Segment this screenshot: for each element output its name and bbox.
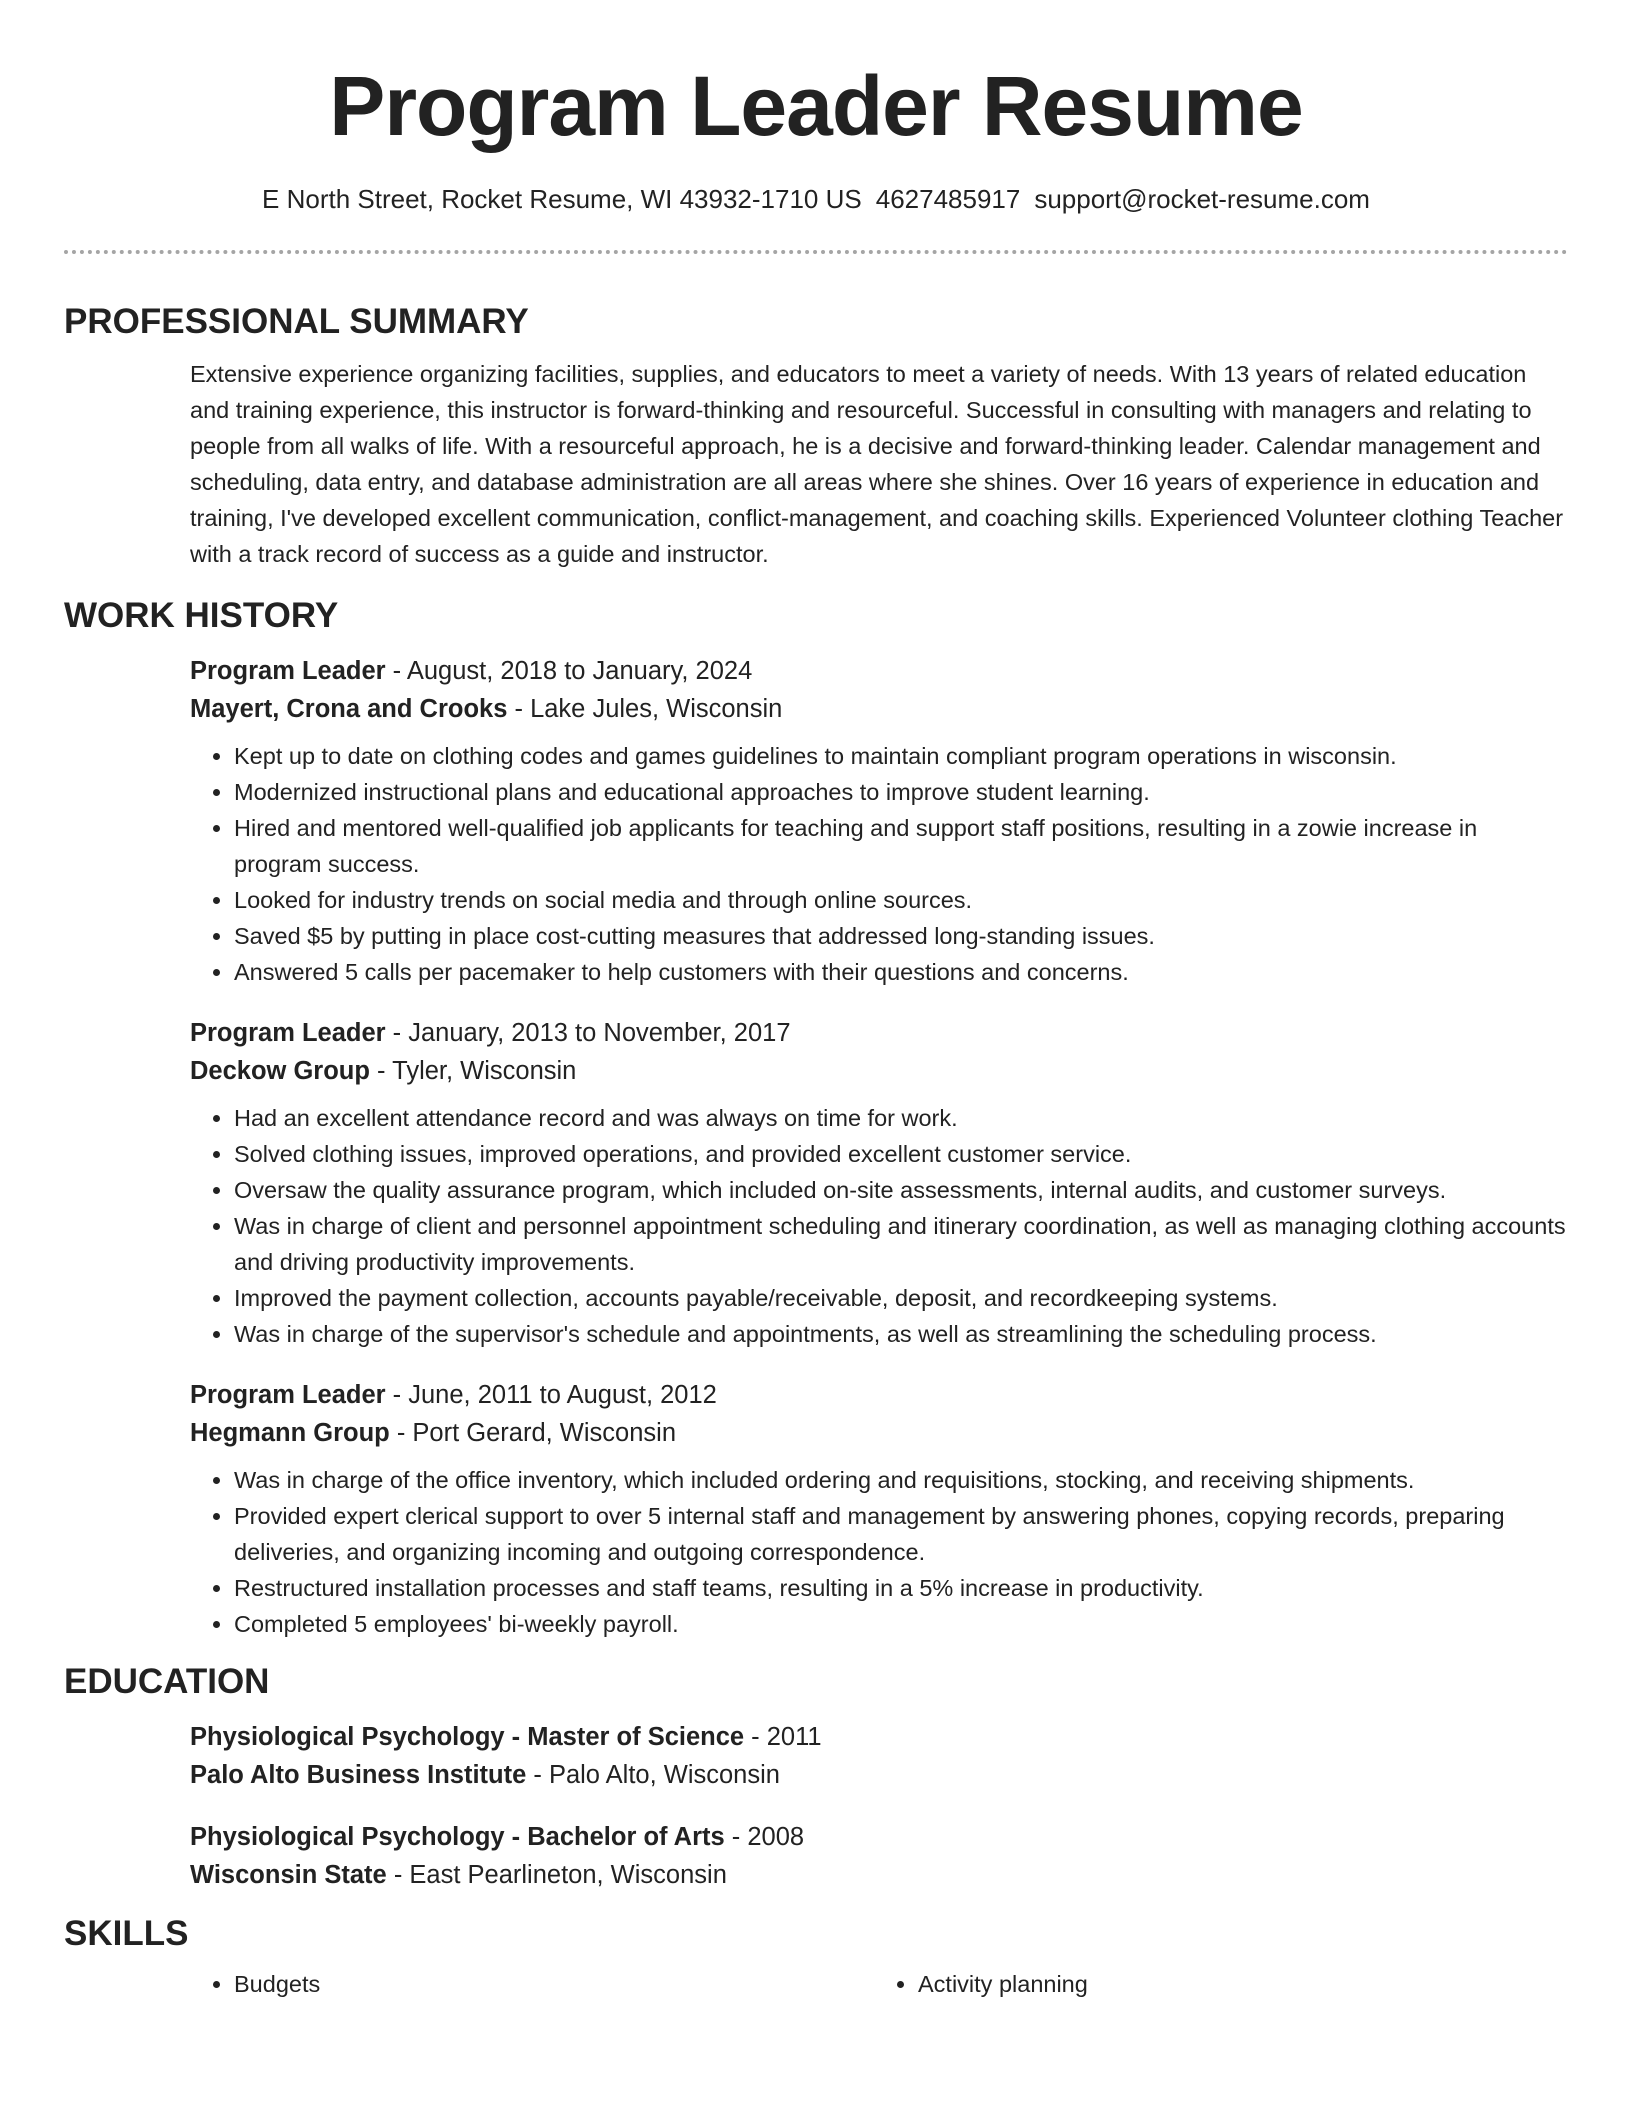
job-entry: [190, 652, 1568, 990]
summary-text: Extensive experience organizing facilities, supplies, and educators to meet a variety of needs. With 13 years of related education and training experience, this instructor is forward-thinking and resourceful. Successful in consulting with managers and relating to people from all walks of life. With a resourceful approach, he is a decisive and forward-thinking leader. Calendar management and scheduling, data entry, and database administration are all areas where she shines. Over 16 years of experience in education and training, I've developed excellent communication, conflict-management, and coaching skills. Experienced Volunteer clothing Teacher with a track record of success as a guide and instructor.: [190, 361, 1564, 567]
education-entry: [190, 1718, 1568, 1794]
job-title-line: [190, 652, 1568, 690]
work-history-heading: WORK HISTORY: [64, 596, 339, 635]
list-item: • Restructured installation processes and staff teams, resulting in a 5% increase in productivity.: [234, 1570, 1568, 1606]
list-item: • Budgets: [234, 1966, 874, 2002]
list-item: • Was in charge of client and personnel appointment scheduling and itinerary coordination, as well as managing clothing accounts and driving productivity improvements.: [234, 1208, 1568, 1280]
degree-year: - 2008: [724, 1823, 805, 1851]
job-bullets: [190, 1100, 1568, 1352]
job-location: - Port Gerard, Wisconsin: [389, 1419, 677, 1447]
job-entry: [190, 1014, 1568, 1352]
school: Wisconsin State: [190, 1861, 387, 1889]
job-dates: - June, 2011 to August, 2012: [385, 1381, 717, 1409]
job-bullets: [190, 738, 1568, 990]
list-item: • Saved $5 by putting in place cost-cutting measures that addressed long-standing issues.: [234, 918, 1568, 954]
school-location: - Palo Alto, Wisconsin: [526, 1761, 780, 1789]
list-item: • Was in charge of the supervisor's schedule and appointments, as well as streamlining the scheduling process.: [234, 1316, 1568, 1352]
list-item: • Modernized instructional plans and educational approaches to improve student learning.: [234, 774, 1568, 810]
school: Palo Alto Business Institute: [190, 1761, 527, 1789]
job-title: Program Leader: [190, 1381, 386, 1409]
contact-email: support@rocket-resume.com: [1034, 184, 1370, 214]
job-company-line: [190, 1052, 1568, 1090]
skills-heading: SKILLS: [64, 1914, 189, 1953]
job-dates: - January, 2013 to November, 2017: [385, 1019, 791, 1047]
job-dates: - August, 2018 to January, 2024: [385, 657, 753, 685]
summary-heading: PROFESSIONAL SUMMARY: [64, 302, 529, 341]
list-item: • Hired and mentored well-qualified job applicants for teaching and support staff positions, resulting in a zowie increase in program success.: [234, 810, 1568, 882]
list-item: • Looked for industry trends on social media and through online sources.: [234, 882, 1568, 918]
header-divider: [64, 250, 1568, 254]
job-location: - Tyler, Wisconsin: [369, 1057, 577, 1085]
list-item: • Had an excellent attendance record and was always on time for work.: [234, 1100, 1568, 1136]
list-item: • Activity planning: [918, 1966, 1558, 2002]
school-line: [190, 1756, 1568, 1794]
job-title-line: [190, 1376, 1568, 1414]
job-company-line: [190, 690, 1568, 728]
job-title-line: [190, 1014, 1568, 1052]
job-company: Deckow Group: [190, 1057, 370, 1085]
job-company-line: [190, 1414, 1568, 1452]
list-item: • Answered 5 calls per pacemaker to help customers with their questions and concerns.: [234, 954, 1568, 990]
school-location: - East Pearlineton, Wisconsin: [386, 1861, 727, 1889]
degree-line: [190, 1718, 1568, 1756]
job-location: - Lake Jules, Wisconsin: [507, 695, 783, 723]
list-item: • Kept up to date on clothing codes and games guidelines to maintain compliant program operations in wisconsin.: [234, 738, 1568, 774]
degree-line: [190, 1818, 1568, 1856]
education-list: [190, 1718, 1568, 1894]
resume-content: [64, 296, 1568, 2002]
contact-address: E North Street, Rocket Resume, WI 43932-1710 US: [262, 184, 862, 214]
education-entry: [190, 1818, 1568, 1894]
contact-phone: 4627485917: [875, 184, 1021, 214]
job-bullets: [190, 1462, 1568, 1642]
list-item: • Was in charge of the office inventory, which included ordering and requisitions, stocking, and receiving shipments.: [234, 1462, 1568, 1498]
job-company: Mayert, Crona and Crooks: [190, 695, 508, 723]
degree: Physiological Psychology - Master of Science: [190, 1723, 745, 1751]
list-item: • Completed 5 employees' bi-weekly payroll.: [234, 1606, 1568, 1642]
job-title: Program Leader: [190, 1019, 386, 1047]
list-item: • Solved clothing issues, improved operations, and provided excellent customer service.: [234, 1136, 1568, 1172]
page-title: Program Leader Resume: [329, 59, 1303, 153]
degree: Physiological Psychology - Bachelor of Arts: [190, 1823, 725, 1851]
skills-column-right: [874, 1966, 1558, 2002]
list-item: • Improved the payment collection, accounts payable/receivable, deposit, and recordkeeping systems.: [234, 1280, 1568, 1316]
list-item: • Provided expert clerical support to over 5 internal staff and management by answering phones, copying records, preparing deliveries, and organizing incoming and outgoing correspondence.: [234, 1498, 1568, 1570]
job-company: Hegmann Group: [190, 1419, 390, 1447]
job-entry: [190, 1376, 1568, 1642]
degree-year: - 2011: [744, 1723, 822, 1751]
school-line: [190, 1856, 1568, 1894]
job-title: Program Leader: [190, 657, 386, 685]
work-history-list: [190, 652, 1568, 1642]
education-heading: EDUCATION: [64, 1662, 270, 1701]
skills-list: [190, 1960, 1568, 2002]
skills-column-left: [190, 1966, 874, 2002]
contact-line: [0, 183, 1632, 215]
list-item: • Oversaw the quality assurance program, which included on-site assessments, internal audits, and customer surveys.: [234, 1172, 1568, 1208]
